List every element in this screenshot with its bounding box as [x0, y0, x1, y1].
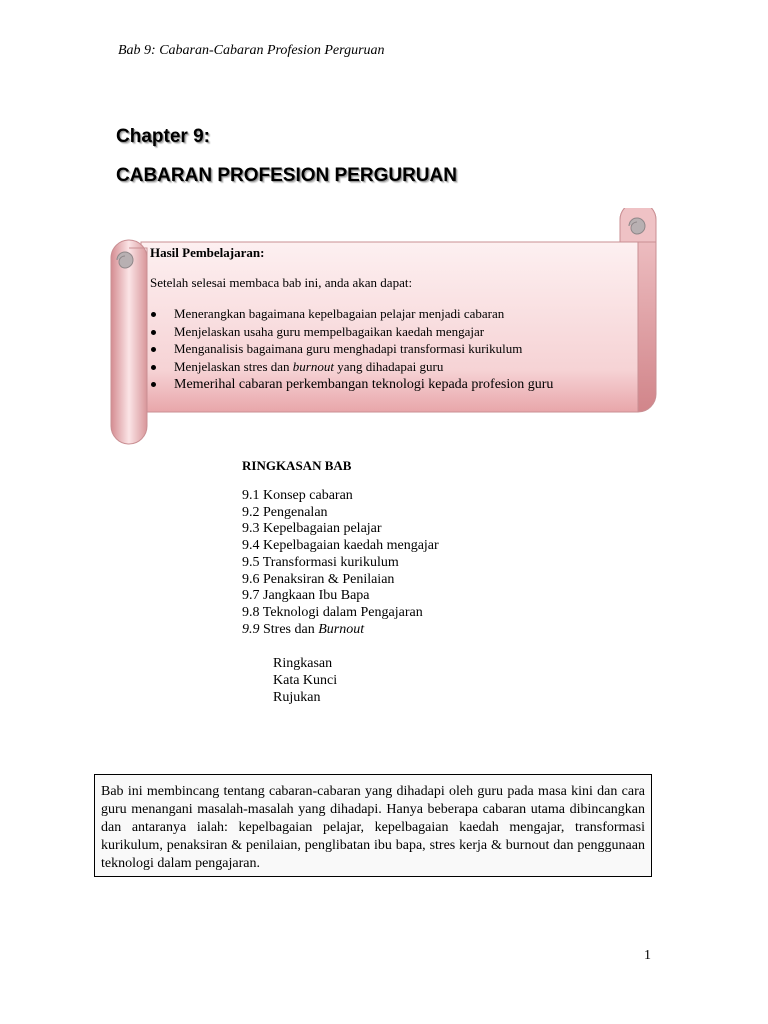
toc-number: 9.4: [242, 538, 260, 554]
toc-number: 9.3: [242, 521, 260, 537]
toc-label: Kepelbagaian kaedah mengajar: [263, 538, 439, 554]
toc-label: Teknologi dalam Pengajaran: [262, 604, 423, 620]
list-item-text: Menjelaskan stres dan: [174, 358, 293, 374]
toc-item: [242, 622, 439, 639]
extra-item: Ringkasan: [273, 656, 333, 672]
toc-label: Konsep cabaran: [263, 488, 353, 503]
learning-outcomes-list: [150, 305, 640, 394]
list-item: Menganalisis bagaimana guru menghadapi transformasi kurikulum: [150, 340, 640, 358]
list-item: [150, 358, 640, 376]
toc-label: Stres dan: [263, 621, 319, 637]
list-item: Menerangkan bagaimana kepelbagaian pelajar menjadi cabaran: [150, 305, 640, 323]
toc-number: 9.7: [242, 588, 260, 604]
learning-outcomes-heading: Hasil Pembelajaran:: [150, 245, 265, 260]
toc-item: [242, 588, 439, 605]
toc-number: 9.5: [242, 554, 260, 570]
extra-item: Kata Kunci: [273, 673, 338, 689]
chapter-label: Chapter 9:: [116, 126, 210, 147]
list-item: Memerihal cabaran perkembangan teknologi kepada profesion guru: [150, 375, 640, 394]
toc-number: 9.6: [242, 571, 260, 587]
list-item-text: yang dihadapai guru: [333, 358, 444, 374]
toc-item: [242, 572, 439, 589]
toc-number: 9.9: [242, 621, 260, 637]
toc-number: 9.2: [242, 504, 260, 520]
chapter-abstract-box: Bab ini membincang tentang cabaran-cabaran yang dihadapi oleh guru pada masa kini dan cara guru menangani masalah-masalah yang dihadapi. Hanya beberapa cabaran utama dibincangkan dan antaranya ialah: kepelbagaian pelajar, kepelbagaian kaedah mengajar, transformasi kurikulum, penaksiran & penilaian, penglibatan ibu bapa, stres kerja & burnout dan penggunaan teknologi dalam pengajaran.: [94, 774, 652, 877]
learning-outcomes-content: [150, 245, 640, 394]
chapter-summary-heading: RINGKASAN BAB: [242, 458, 352, 473]
toc-label: Transformasi kurikulum: [262, 554, 399, 570]
toc-item: [242, 521, 439, 538]
toc-item: [242, 505, 439, 522]
extra-item: Rujukan: [273, 690, 321, 706]
toc-number: 9.1: [242, 488, 260, 503]
toc-label: Penaksiran & Penilaian: [263, 571, 395, 587]
page-number: 1: [644, 948, 651, 963]
list-item: Menjelaskan usaha guru mempelbagaikan kaedah mengajar: [150, 323, 640, 341]
running-header: Bab 9: Cabaran-Cabaran Profesion Perguruan: [118, 43, 385, 58]
chapter-title: CABARAN PROFESION PERGURUAN: [116, 165, 457, 186]
toc-item: [242, 488, 439, 505]
toc-item: [242, 555, 439, 572]
toc-label: Kepelbagaian pelajar: [263, 521, 382, 537]
toc-label-emphasis: Burnout: [318, 621, 365, 637]
toc-item: [242, 538, 439, 555]
chapter-extras: [273, 655, 439, 706]
toc-item: [242, 605, 439, 622]
learning-outcomes-intro: Setelah selesai membaca bab ini, anda akan dapat:: [150, 275, 413, 290]
chapter-summary: [242, 458, 439, 706]
toc-label: Jangkaan Ibu Bapa: [263, 588, 370, 604]
list-item-emphasis: burnout: [292, 358, 334, 374]
toc-label: Pengenalan: [263, 504, 328, 520]
toc-number: 9.8: [242, 604, 260, 620]
